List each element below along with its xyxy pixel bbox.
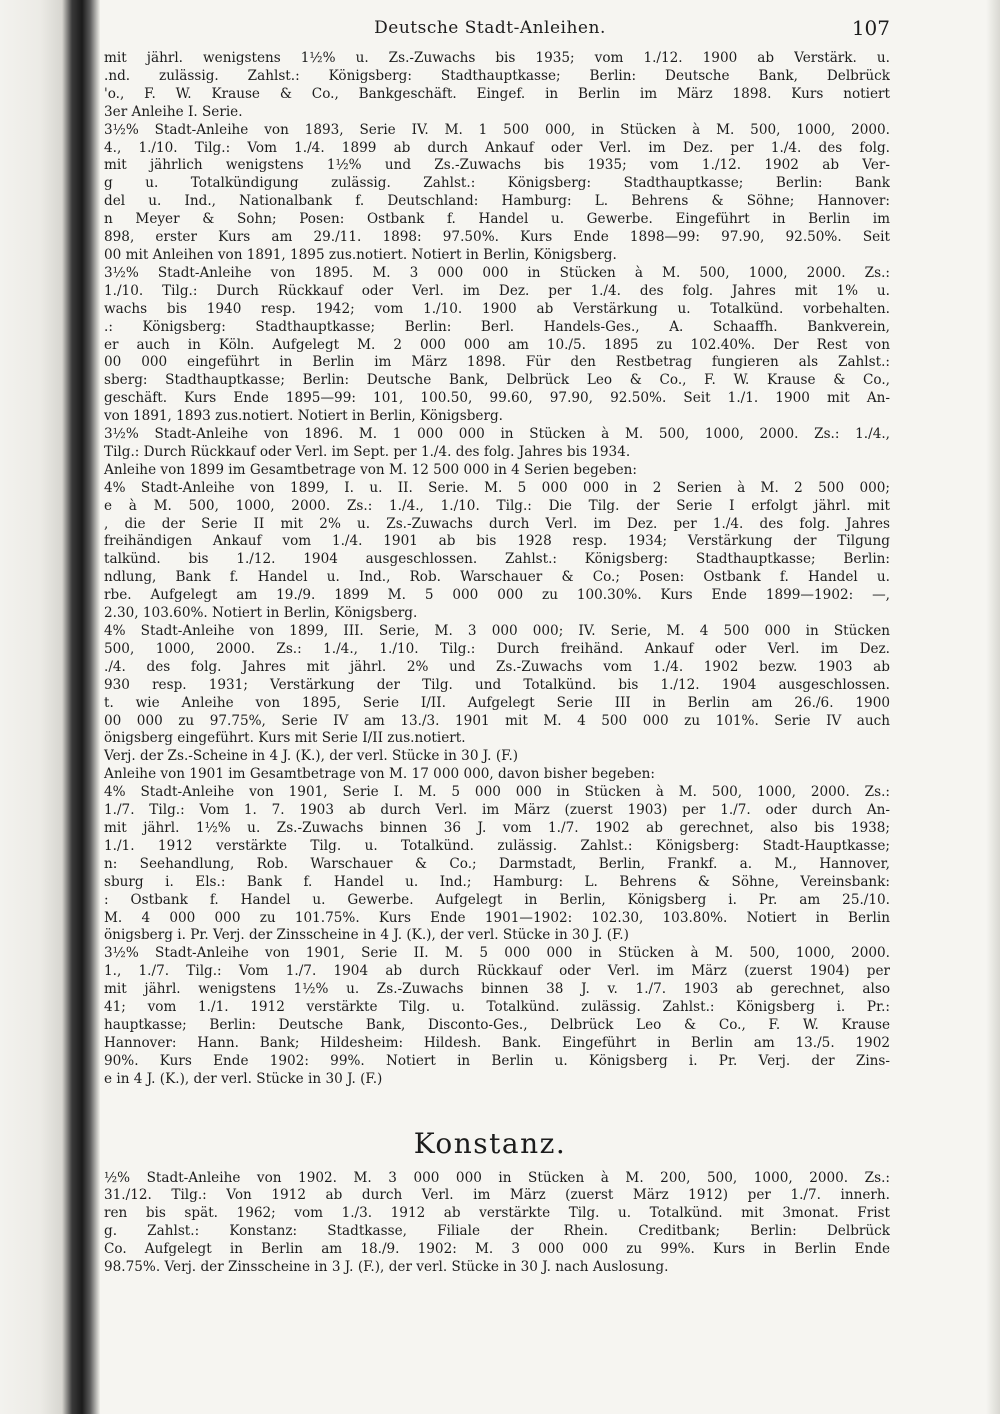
text-line: g u. Totalkündigung zulässig. Zahlst.: Königsberg: Stadthauptkasse; Berlin: Bank bbox=[104, 175, 890, 192]
text-line: : Ostbank f. Handel u. Gewerbe. Aufgelegt in Berlin, Königsberg i. Pr. am 25./10. bbox=[104, 891, 890, 908]
text-line: 4% Stadt-Anleihe von 1899, III. Serie, M. 3 000 000; IV. Serie, M. 4 500 000 in Stücken bbox=[104, 623, 890, 639]
text-line: .: Königsberg: Stadthauptkasse; Berlin: Berl. Handels-Ges., A. Schaaffh. Bankverein, bbox=[104, 318, 890, 335]
text-line: , die der Serie II mit 2% u. Zs.-Zuwachs durch Verl. im Dez. per 1./4. des folg. Jahres bbox=[104, 515, 890, 532]
text-line: mit jährl. wenigstens 1½% u. Zs.-Zuwachs binnen 38 J. v. 1./7. 1903 ab gerechnet, also bbox=[104, 981, 890, 998]
text-line: mit jährl. 1½% u. Zs.-Zuwachs binnen 36 J. vom 1./7. 1902 ab gerechnet, also bis 1938; bbox=[104, 819, 890, 836]
text-line: mit jährl. wenigstens 1½% u. Zs.-Zuwachs bis 1935; vom 1./12. 1900 ab Verstärk. u. bbox=[104, 50, 890, 66]
text-line: 41; vom 1./1. 1912 verstärkte Tilg. u. Totalkünd. zulässig. Zahlst.: Königsberg i. Pr.: bbox=[104, 999, 890, 1016]
city-heading-konstanz: Konstanz. bbox=[413, 1126, 567, 1160]
text-line: 2.30, 103.60%. Notiert in Berlin, Königsberg. bbox=[104, 605, 418, 622]
text-line: M. 4 000 000 zu 101.75%. Kurs Ende 1901—1902: 102.30, 103.80%. Notiert in Berlin bbox=[104, 909, 890, 926]
text-line: von 1891, 1893 zus.notiert. Notiert in Berlin, Königsberg. bbox=[104, 408, 503, 425]
document-page bbox=[90, 18, 890, 1277]
text-line: 930 resp. 1931; Verstärkung der Tilg. und Totalkünd. bis 1./12. 1904 ausgeschlossen. bbox=[104, 676, 890, 693]
running-header bbox=[90, 18, 890, 50]
text-line: 'o., F. W. Krause & Co., Bankgeschäft. Eingef. in Berlin im März 1898. Kurs notiert bbox=[104, 85, 890, 102]
text-line: t. wie Anleihe von 1895, Serie I/II. Aufgelegt Serie III in Berlin am 26./6. 1900 bbox=[104, 694, 890, 711]
text-line: 898, erster Kurs am 29./11. 1898: 97.50%. Kurs Ende 1898—99: 97.90, 92.50%. Seit bbox=[104, 229, 890, 246]
page-edge bbox=[986, 0, 1000, 1414]
text-line: 3½% Stadt-Anleihe von 1896. M. 1 000 000 in Stücken à M. 500, 1000, 2000. Zs.: 1./4., bbox=[104, 426, 890, 443]
text-line: Tilg.: Durch Rückkauf oder Verl. im Sept. per 1./4. des folg. Jahres bis 1934. bbox=[104, 443, 631, 460]
text-line: Anleihe von 1901 im Gesamtbetrage von M. 17 000 000, davon bisher begeben: bbox=[104, 766, 656, 783]
text-line: 90%. Kurs Ende 1902: 99%. Notiert in Berlin u. Königsberg i. Pr. Verj. der Zins- bbox=[104, 1052, 890, 1069]
text-line: del u. Ind., Nationalbank f. Deutschland: Hamburg: L. Behrens & Söhne; Hannover: bbox=[104, 193, 890, 210]
text-line: 3er Anleihe I. Serie. bbox=[104, 103, 243, 120]
text-line: 00 mit Anleihen von 1891, 1895 zus.notiert. Notiert in Berlin, Königsberg. bbox=[104, 246, 617, 263]
text-line: 3½% Stadt-Anleihe von 1895. M. 3 000 000 in Stücken à M. 500, 1000, 2000. Zs.: bbox=[104, 264, 890, 281]
text-line: 3½% Stadt-Anleihe von 1901, Serie II. M. 5 000 000 in Stücken à M. 500, 1000, 2000. bbox=[104, 945, 890, 962]
text-line: 00 000 eingeführt in Berlin im März 1898. Für den Restbetrag fungieren als Zahlst.: bbox=[104, 354, 890, 371]
text-line: 1./7. Tilg.: Vom 1. 7. 1903 ab durch Verl. im März (zuerst 1903) per 1./7. oder durch An- bbox=[104, 802, 890, 819]
text-line: 4% Stadt-Anleihe von 1899, I. u. II. Serie. M. 5 000 000 in 2 Serien à M. 2 500 000; bbox=[104, 479, 890, 496]
text-line: ./4. des folg. Jahres mit jährl. 2% und Zs.-Zuwachs vom 1./4. 1902 bezw. 1903 ab bbox=[104, 658, 890, 675]
text-line: geschäft. Kurs Ende 1895—99: 101, 100.50, 99.60, 97.90, 92.50%. Seit 1./1. 1900 mit An- bbox=[104, 390, 890, 407]
text-line: freihändigen Ankauf vom 1./4. 1901 ab bis 1928 resp. 1934; Verstärkung der Tilgung bbox=[104, 533, 890, 550]
text-line: 00 000 zu 97.75%, Serie IV am 13./3. 1901 mit M. 4 500 000 zu 101%. Serie IV auch bbox=[104, 712, 890, 729]
text-line: 4% Stadt-Anleihe von 1901, Serie I. M. 5 000 000 in Stücken à M. 500, 1000, 2000. Zs.: bbox=[104, 784, 890, 801]
koenigsberg-bond-listings bbox=[90, 50, 890, 1089]
text-line: 1./1. 1912 verstärkte Tilg. u. Totalkünd. zulässig. Zahlst.: Königsberg: Stadt-Hauptkasse; bbox=[104, 837, 890, 854]
text-line: önigsberg i. Pr. Verj. der Zinsscheine in 4 J. (K.), der verl. Stücke in 30 J. (F.) bbox=[104, 927, 629, 944]
text-line: 500, 1000, 2000. Zs.: 1./4., 1./10. Tilg.: Durch freihänd. Ankauf oder Verl. im Dez. bbox=[104, 640, 890, 657]
text-line: sburg i. Els.: Bank f. Handel u. Ind.; Hamburg: L. Behrens & Söhne, Vereinsbank: bbox=[104, 873, 890, 890]
text-line: er auch in Köln. Aufgelegt M. 2 000 000 am 10./5. 1895 zu 102.40%. Der Rest von bbox=[104, 336, 890, 353]
text-line: 1., 1./7. Tilg.: Vom 1./7. 1904 ab durch Rückkauf oder Verl. im März (zuerst 1904) per bbox=[104, 963, 890, 980]
text-line: ½% Stadt-Anleihe von 1902. M. 3 000 000 in Stücken à M. 200, 500, 1000, 2000. Zs.: bbox=[104, 1169, 890, 1186]
header-title: Deutsche Stadt-Anleihen. bbox=[374, 18, 606, 38]
text-line: n Meyer & Sohn; Posen: Ostbank f. Handel u. Gewerbe. Eingeführt in Berlin im bbox=[104, 211, 890, 228]
text-line: talkünd. bis 1./12. 1904 ausgeschlossen. Zahlst.: Königsberg: Stadthauptkasse; Berlin: bbox=[104, 551, 890, 568]
text-line: .nd. zulässig. Zahlst.: Königsberg: Stadthauptkasse; Berlin: Deutsche Bank, Delbrück bbox=[104, 67, 890, 84]
text-line: Anleihe von 1899 im Gesamtbetrage von M. 12 500 000 in 4 Serien begeben: bbox=[104, 461, 638, 478]
text-line: 31./12. Tilg.: Von 1912 ab durch Verl. im März (zuerst März 1912) per 1./7. innerh. bbox=[104, 1187, 890, 1204]
text-line: önigsberg eingeführt. Kurs mit Serie I/II zus.notiert. bbox=[104, 730, 466, 747]
text-line: rbe. Aufgelegt am 19./9. 1899 M. 5 000 000 zu 100.30%. Kurs Ende 1899—1902: —, bbox=[104, 587, 890, 604]
binding-gutter bbox=[0, 0, 100, 1414]
text-line: n: Seehandlung, Rob. Warschauer & Co.; Darmstadt, Berlin, Frankf. a. M., Hannover, bbox=[104, 855, 890, 872]
text-line: 3½% Stadt-Anleihe von 1893, Serie IV. M. 1 500 000, in Stücken à M. 500, 1000, 2000. bbox=[104, 121, 890, 138]
text-line: Co. Aufgelegt in Berlin am 18./9. 1902: M. 3 000 000 zu 99%. Kurs in Berlin Ende bbox=[104, 1241, 890, 1258]
text-line: Verj. der Zs.-Scheine in 4 J. (K.), der verl. Stücke in 30 J. (F.) bbox=[104, 748, 519, 765]
text-line: mit jährlich wenigstens 1½% und Zs.-Zuwachs bis 1935; vom 1./12. 1902 ab Ver- bbox=[104, 157, 890, 174]
text-line: Hannover: Hann. Bank; Hildesheim: Hildesh. Bank. Eingeführt in Berlin am 13./5. 1902 bbox=[104, 1034, 890, 1051]
text-line: g. Zahlst.: Konstanz: Stadtkasse, Filiale der Rhein. Creditbank; Berlin: Delbrück bbox=[104, 1223, 890, 1240]
text-line: hauptkasse; Berlin: Deutsche Bank, Disconto-Ges., Delbrück Leo & Co., F. W. Krause bbox=[104, 1016, 890, 1033]
text-line: 1./10. Tilg.: Durch Rückkauf oder Verl. im Dez. per 1./4. des folg. Jahres mit 1% u. bbox=[104, 282, 890, 299]
text-line: ndlung, Bank f. Handel u. Ind., Rob. Warschauer & Co.; Posen: Ostbank f. Handel u. bbox=[104, 569, 890, 586]
text-line: e à M. 500, 1000, 2000. Zs.: 1./4., 1./10. Tilg.: Die Tilg. der Serie I erfolgt jährl. mit bbox=[104, 497, 890, 514]
page-number: 107 bbox=[851, 16, 890, 40]
text-line: sberg: Stadthauptkasse; Berlin: Deutsche Bank, Delbrück Leo & Co., F. W. Krause & Co., bbox=[104, 372, 890, 389]
konstanz-bond-listings bbox=[90, 1170, 890, 1277]
text-line: 4., 1./10. Tilg.: Vom 1./4. 1899 ab durch Ankauf oder Verl. im Dez. per 1./4. des folg. bbox=[104, 139, 890, 156]
text-line: e in 4 J. (K.), der verl. Stücke in 30 J. (F.) bbox=[104, 1070, 383, 1087]
text-line: ren bis spät. 1962; vom 1./3. 1912 ab verstärkte Tilg. u. Totalkünd. mit 3monat. Frist bbox=[104, 1205, 890, 1222]
text-line: wachs bis 1940 resp. 1942; vom 1./10. 1900 ab Verstärkung u. Totalkünd. vorbehalten. bbox=[104, 300, 890, 317]
text-line: 98.75%. Verj. der Zinsscheine in 3 J. (F.), der verl. Stücke in 30 J. nach Auslosung. bbox=[104, 1259, 669, 1276]
